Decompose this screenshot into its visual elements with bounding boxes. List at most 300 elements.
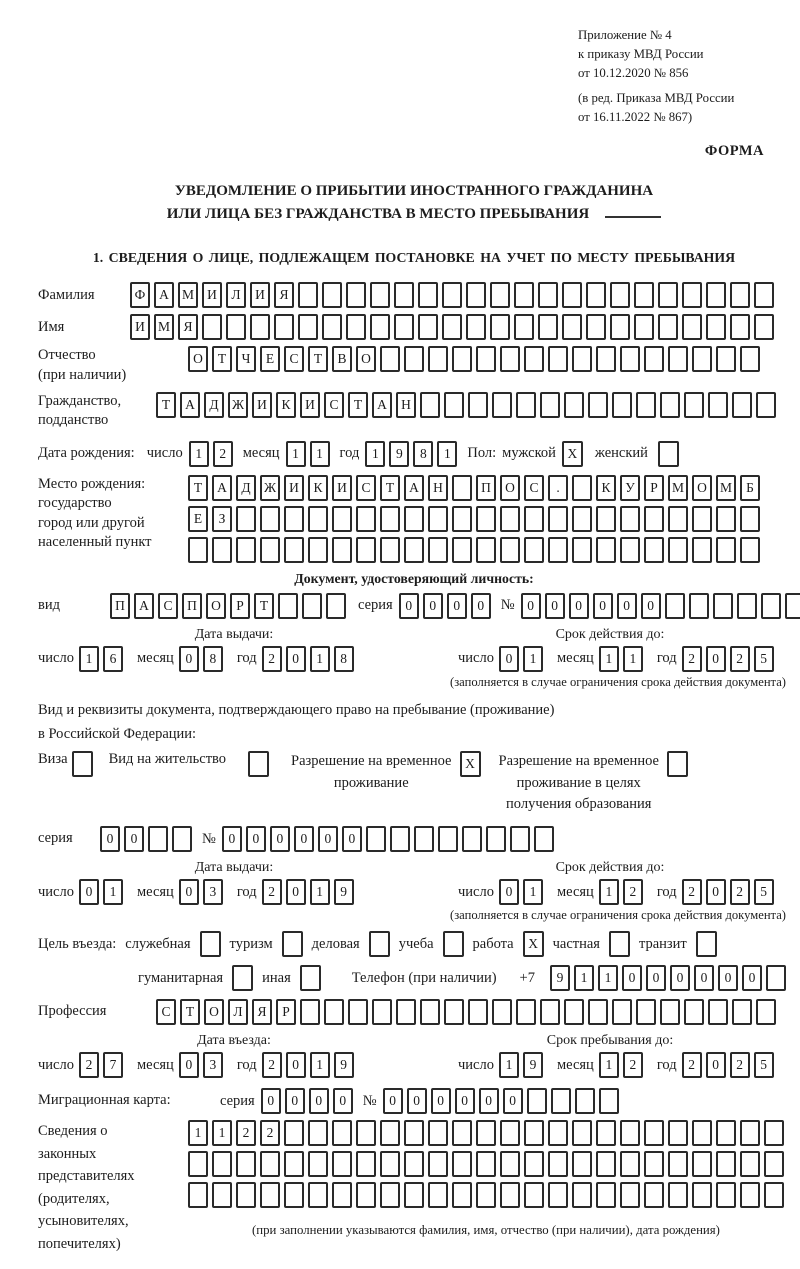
char-cell	[172, 826, 192, 852]
char-cell	[356, 1182, 376, 1208]
char-cell	[524, 506, 544, 532]
char-cell	[562, 282, 582, 308]
char-cell: 0	[285, 1088, 305, 1114]
char-cell	[298, 314, 318, 340]
purpose-option-label: работа	[472, 935, 514, 952]
char-cell	[348, 999, 368, 1025]
char-cell	[308, 1182, 328, 1208]
char-cell	[428, 537, 448, 563]
char-cell	[284, 1182, 304, 1208]
char-cell: А	[180, 392, 200, 418]
char-cell	[486, 826, 506, 852]
entry-day-cells	[79, 1052, 123, 1078]
char-cell: Р	[276, 999, 296, 1025]
char-cell: 0	[545, 593, 565, 619]
char-cell	[260, 537, 280, 563]
stay-until-col	[430, 1033, 790, 1078]
visa-checkbox	[72, 751, 93, 777]
residence-expiry-row: число 0 1 месяц 1 2 год 2 0 2 5	[430, 879, 790, 905]
char-cell	[572, 537, 592, 563]
edition-block	[578, 89, 768, 127]
char-cell: 0	[622, 965, 642, 991]
char-cell	[564, 999, 584, 1025]
identity-doc-row	[38, 593, 790, 619]
char-cell	[332, 1151, 352, 1177]
char-cell	[599, 1088, 619, 1114]
temp-residence-edu-label: Разрешение на временное проживание в целях получения образования	[498, 752, 659, 813]
char-cell: 0	[286, 879, 306, 905]
char-cell	[284, 1120, 304, 1146]
char-cell: Ч	[236, 346, 256, 372]
char-cell	[452, 1182, 472, 1208]
profession-cells	[156, 999, 776, 1025]
stay-until-row: число 1 9 месяц 1 2 год 2 0 2 5	[430, 1052, 790, 1078]
char-cell	[414, 826, 434, 852]
birth-date-row	[38, 441, 790, 467]
title-line-1: УВЕДОМЛЕНИЕ О ПРИБЫТИИ ИНОСТРАННОГО ГРАЖДАНИНА	[174, 182, 654, 199]
char-cell	[588, 392, 608, 418]
expiry-day-cells	[499, 646, 543, 672]
doc-kind-cells	[110, 593, 346, 619]
char-cell: Е	[188, 506, 208, 532]
char-cell	[620, 537, 640, 563]
residence-series-row	[38, 826, 790, 852]
purpose-humanitarian-checkbox	[232, 965, 253, 991]
char-cell	[658, 282, 678, 308]
char-cell: Т	[188, 475, 208, 501]
expiry-date-row: число 0 1 месяц 1 1 год 2 0 2 5	[430, 646, 790, 672]
char-cell	[620, 346, 640, 372]
char-cell: 0	[617, 593, 637, 619]
char-cell: Ж	[228, 392, 248, 418]
char-cell	[404, 1182, 424, 1208]
char-cell: 1	[598, 965, 618, 991]
char-cell: 0	[641, 593, 661, 619]
char-cell	[716, 1120, 736, 1146]
char-cell	[260, 1182, 280, 1208]
char-cell	[684, 392, 704, 418]
char-cell: С	[284, 346, 304, 372]
appendix-line: к приказу МВД России	[578, 47, 704, 62]
char-cell	[284, 506, 304, 532]
char-cell	[708, 999, 728, 1025]
residence-issue-heading: Дата выдачи:	[194, 860, 274, 876]
char-cell: 1	[286, 441, 306, 467]
char-cell: 8	[334, 646, 354, 672]
char-cell	[551, 1088, 571, 1114]
char-cell	[588, 999, 608, 1025]
residence-number-cells	[222, 826, 554, 852]
char-cell	[514, 282, 534, 308]
char-cell	[658, 314, 678, 340]
char-cell: 1	[310, 441, 330, 467]
char-cell	[716, 346, 736, 372]
char-cell: 0	[342, 826, 362, 852]
char-cell	[500, 537, 520, 563]
char-cell: К	[596, 475, 616, 501]
residence-issue-year-cells	[262, 879, 354, 905]
purpose-work-checkbox: X	[523, 931, 544, 957]
birth-day-label: число	[146, 445, 183, 462]
char-cell: 0	[100, 826, 120, 852]
gender-male-label: мужской	[502, 445, 556, 462]
char-cell: Д	[204, 392, 224, 418]
char-cell: 1	[599, 646, 619, 672]
gender-female-checkbox	[658, 441, 679, 467]
legal-cells-row3	[188, 1182, 784, 1208]
char-cell: 1	[499, 1052, 519, 1078]
char-cell	[500, 1151, 520, 1177]
char-cell	[278, 593, 298, 619]
char-cell: Р	[644, 475, 664, 501]
char-cell: 1	[189, 441, 209, 467]
char-cell	[689, 593, 709, 619]
char-cell: О	[356, 346, 376, 372]
char-cell: 0	[447, 593, 467, 619]
char-cell	[660, 999, 680, 1025]
char-cell	[188, 537, 208, 563]
char-cell: 1	[574, 965, 594, 991]
char-cell: 0	[479, 1088, 499, 1114]
purpose-option-label: транзит	[638, 935, 687, 952]
residence-issue-month-cells	[179, 879, 223, 905]
visa-option	[38, 751, 93, 777]
char-cell	[394, 282, 414, 308]
char-cell	[284, 537, 304, 563]
char-cell	[500, 346, 520, 372]
char-cell	[394, 314, 414, 340]
char-cell: Л	[226, 282, 246, 308]
char-cell	[764, 1120, 784, 1146]
char-cell: 0	[407, 1088, 427, 1114]
char-cell	[514, 314, 534, 340]
legal-cells-row1	[188, 1120, 784, 1146]
char-cell: 0	[431, 1088, 451, 1114]
birth-place-cells-block	[188, 475, 760, 563]
migration-series-label: серия	[220, 1092, 255, 1109]
char-cell	[476, 1120, 496, 1146]
char-cell: 9	[334, 879, 354, 905]
expiry-month-cells	[599, 646, 643, 672]
char-cell: К	[308, 475, 328, 501]
birth-month-label: месяц	[242, 445, 280, 462]
char-cell: П	[182, 593, 202, 619]
char-cell	[612, 392, 632, 418]
char-cell: Т	[308, 346, 328, 372]
residence-issue-day-cells	[79, 879, 123, 905]
char-cell	[516, 999, 536, 1025]
char-cell: 1	[310, 1052, 330, 1078]
char-cell: 0	[309, 1088, 329, 1114]
purpose-option-label: частная	[552, 935, 600, 952]
char-cell	[466, 314, 486, 340]
title-blank-line	[605, 206, 661, 218]
char-cell	[326, 593, 346, 619]
char-cell	[452, 1151, 472, 1177]
char-cell: Т	[156, 392, 176, 418]
char-cell: 2	[623, 879, 643, 905]
residence-series-label: серия	[38, 830, 73, 847]
residence-issue-col	[38, 860, 430, 905]
char-cell	[420, 999, 440, 1025]
char-cell	[468, 392, 488, 418]
char-cell: 0	[383, 1088, 403, 1114]
char-cell	[428, 1151, 448, 1177]
char-cell: Д	[236, 475, 256, 501]
char-cell	[462, 826, 482, 852]
char-cell: Т	[348, 392, 368, 418]
char-cell	[596, 537, 616, 563]
char-cell	[308, 506, 328, 532]
char-cell	[668, 346, 688, 372]
char-cell: Б	[740, 475, 760, 501]
char-cell	[302, 593, 322, 619]
issue-year-cells	[262, 646, 354, 672]
char-cell	[732, 392, 752, 418]
char-cell	[538, 314, 558, 340]
char-cell: Т	[380, 475, 400, 501]
char-cell	[516, 392, 536, 418]
char-cell: 2	[213, 441, 233, 467]
doc-number-cells	[521, 593, 800, 619]
phone-cells	[550, 965, 786, 991]
char-cell	[510, 826, 530, 852]
expiry-date-heading: Срок действия до:	[555, 626, 665, 642]
birth-place-row	[38, 475, 790, 563]
char-cell	[706, 282, 726, 308]
char-cell	[428, 1120, 448, 1146]
char-cell	[668, 1182, 688, 1208]
char-cell: 0	[742, 965, 762, 991]
char-cell: 3	[203, 879, 223, 905]
purpose-option-label: деловая	[311, 935, 360, 952]
char-cell: П	[476, 475, 496, 501]
char-cell: 2	[682, 646, 702, 672]
char-cell: А	[212, 475, 232, 501]
char-cell	[766, 965, 786, 991]
expiry-year-cells	[682, 646, 774, 672]
char-cell	[620, 1151, 640, 1177]
birth-month-cells	[286, 441, 330, 467]
residence-number-label: №	[202, 830, 216, 847]
char-cell: 1	[365, 441, 385, 467]
patronymic-label: Отчество (при наличии)	[38, 347, 127, 383]
char-cell	[300, 999, 320, 1025]
char-cell: Н	[396, 392, 416, 418]
char-cell: 9	[334, 1052, 354, 1078]
residence-expiry-year-cells	[682, 879, 774, 905]
birth-place-label: Место рождения: государство город или другой населенный пункт	[38, 475, 152, 551]
temp-residence-checkbox: X	[460, 751, 481, 777]
purpose-option-label: учеба	[398, 935, 434, 952]
char-cell: 0	[706, 646, 726, 672]
char-cell	[380, 537, 400, 563]
char-cell	[188, 1182, 208, 1208]
char-cell	[380, 506, 400, 532]
purpose-option-label: туризм	[229, 935, 273, 952]
char-cell	[692, 1182, 712, 1208]
given-name-label: Имя	[38, 318, 65, 335]
char-cell	[756, 999, 776, 1025]
char-cell: 1	[599, 1052, 619, 1078]
char-cell	[356, 537, 376, 563]
char-cell: А	[404, 475, 424, 501]
char-cell	[636, 999, 656, 1025]
char-cell	[324, 999, 344, 1025]
char-cell: 0	[286, 646, 306, 672]
char-cell	[476, 537, 496, 563]
char-cell: С	[356, 475, 376, 501]
char-cell	[346, 314, 366, 340]
entry-date-row: число 2 7 месяц 0 3 год 2 0 1 9	[38, 1052, 430, 1078]
birth-place-cells-row1	[188, 475, 760, 501]
char-cell: И	[284, 475, 304, 501]
gender-male-checkbox: X	[562, 441, 583, 467]
stay-month-cells	[599, 1052, 643, 1078]
visa-label: Виза	[38, 750, 68, 767]
char-cell	[274, 314, 294, 340]
birth-year-cells	[365, 441, 457, 467]
char-cell	[148, 826, 168, 852]
char-cell	[572, 346, 592, 372]
char-cell	[356, 506, 376, 532]
char-cell	[682, 314, 702, 340]
char-cell	[586, 282, 606, 308]
char-cell: Я	[178, 314, 198, 340]
char-cell: 0	[670, 965, 690, 991]
char-cell	[732, 999, 752, 1025]
residence-intro-line2: в Российской Федерации:	[38, 726, 197, 743]
char-cell	[668, 537, 688, 563]
entry-month-cells	[179, 1052, 223, 1078]
residence-permit-option	[109, 751, 269, 777]
purpose-tourism-checkbox	[282, 931, 303, 957]
char-cell: Я	[274, 282, 294, 308]
char-cell	[380, 1182, 400, 1208]
char-cell	[548, 506, 568, 532]
char-cell: 1	[103, 879, 123, 905]
char-cell: У	[620, 475, 640, 501]
char-cell	[468, 999, 488, 1025]
appendix-header	[578, 26, 768, 127]
char-cell	[572, 1120, 592, 1146]
char-cell: 1	[623, 646, 643, 672]
char-cell: 1	[523, 879, 543, 905]
char-cell	[308, 1151, 328, 1177]
char-cell	[540, 999, 560, 1025]
purpose-option-label: служебная	[125, 935, 191, 952]
citizenship-row	[38, 392, 790, 431]
char-cell	[548, 1151, 568, 1177]
residence-intro	[38, 698, 790, 747]
char-cell	[452, 346, 472, 372]
char-cell: 9	[389, 441, 409, 467]
char-cell	[644, 537, 664, 563]
char-cell	[713, 593, 733, 619]
char-cell	[390, 826, 410, 852]
char-cell: Е	[260, 346, 280, 372]
char-cell	[572, 1182, 592, 1208]
char-cell: 2	[682, 879, 702, 905]
char-cell	[716, 537, 736, 563]
char-cell	[716, 1151, 736, 1177]
identity-doc-heading: Документ, удостоверяющий личность:	[294, 570, 534, 586]
char-cell	[644, 506, 664, 532]
char-cell	[644, 1182, 664, 1208]
char-cell	[308, 1120, 328, 1146]
char-cell: .	[548, 475, 568, 501]
char-cell: 1	[437, 441, 457, 467]
char-cell	[396, 999, 416, 1025]
char-cell: П	[110, 593, 130, 619]
char-cell	[756, 392, 776, 418]
char-cell: 0	[333, 1088, 353, 1114]
char-cell	[740, 1182, 760, 1208]
char-cell: 9	[550, 965, 570, 991]
char-cell: О	[692, 475, 712, 501]
char-cell	[404, 1151, 424, 1177]
document-title	[38, 180, 790, 227]
legal-representatives-label: Сведения о законных представителях (родителях, усыновителях, попечителях)	[38, 1123, 135, 1252]
purpose-transit-checkbox	[696, 931, 717, 957]
char-cell: Т	[254, 593, 274, 619]
migration-series-cells	[261, 1088, 353, 1114]
char-cell: 0	[261, 1088, 281, 1114]
purpose-other-checkbox	[300, 965, 321, 991]
char-cell	[524, 1182, 544, 1208]
char-cell: 2	[623, 1052, 643, 1078]
char-cell	[500, 1120, 520, 1146]
char-cell	[692, 346, 712, 372]
char-cell: Я	[252, 999, 272, 1025]
char-cell: 0	[706, 879, 726, 905]
migration-number-label: №	[362, 1092, 377, 1109]
char-cell	[490, 314, 510, 340]
temp-residence-option	[291, 751, 480, 795]
birth-place-cells-row2	[188, 506, 760, 532]
char-cell	[524, 1120, 544, 1146]
char-cell: 0	[222, 826, 242, 852]
char-cell	[620, 506, 640, 532]
char-cell: М	[716, 475, 736, 501]
legal-cells-row2	[188, 1151, 784, 1177]
char-cell	[548, 537, 568, 563]
temp-residence-edu-option	[499, 751, 688, 816]
residence-expiry-day-cells	[499, 879, 543, 905]
char-cell	[332, 506, 352, 532]
char-cell	[404, 506, 424, 532]
char-cell: 1	[599, 879, 619, 905]
identity-doc-dates	[38, 627, 790, 672]
char-cell	[404, 346, 424, 372]
char-cell: М	[154, 314, 174, 340]
char-cell	[366, 826, 386, 852]
char-cell: Т	[180, 999, 200, 1025]
char-cell: 0	[179, 879, 199, 905]
residence-expiry-note: (заполняется в случае ограничения срока действия документа)	[450, 908, 786, 923]
doc-series-cells	[399, 593, 491, 619]
birth-place-cells-row3	[188, 537, 760, 563]
char-cell	[500, 506, 520, 532]
char-cell: К	[276, 392, 296, 418]
char-cell	[596, 346, 616, 372]
char-cell: 1	[523, 646, 543, 672]
profession-row	[38, 999, 790, 1025]
char-cell	[636, 392, 656, 418]
char-cell	[332, 1120, 352, 1146]
char-cell	[284, 1151, 304, 1177]
legal-representatives-note: (при заполнении указываются фамилия, имя, отчество (при наличии), дата рождения)	[252, 1223, 720, 1238]
